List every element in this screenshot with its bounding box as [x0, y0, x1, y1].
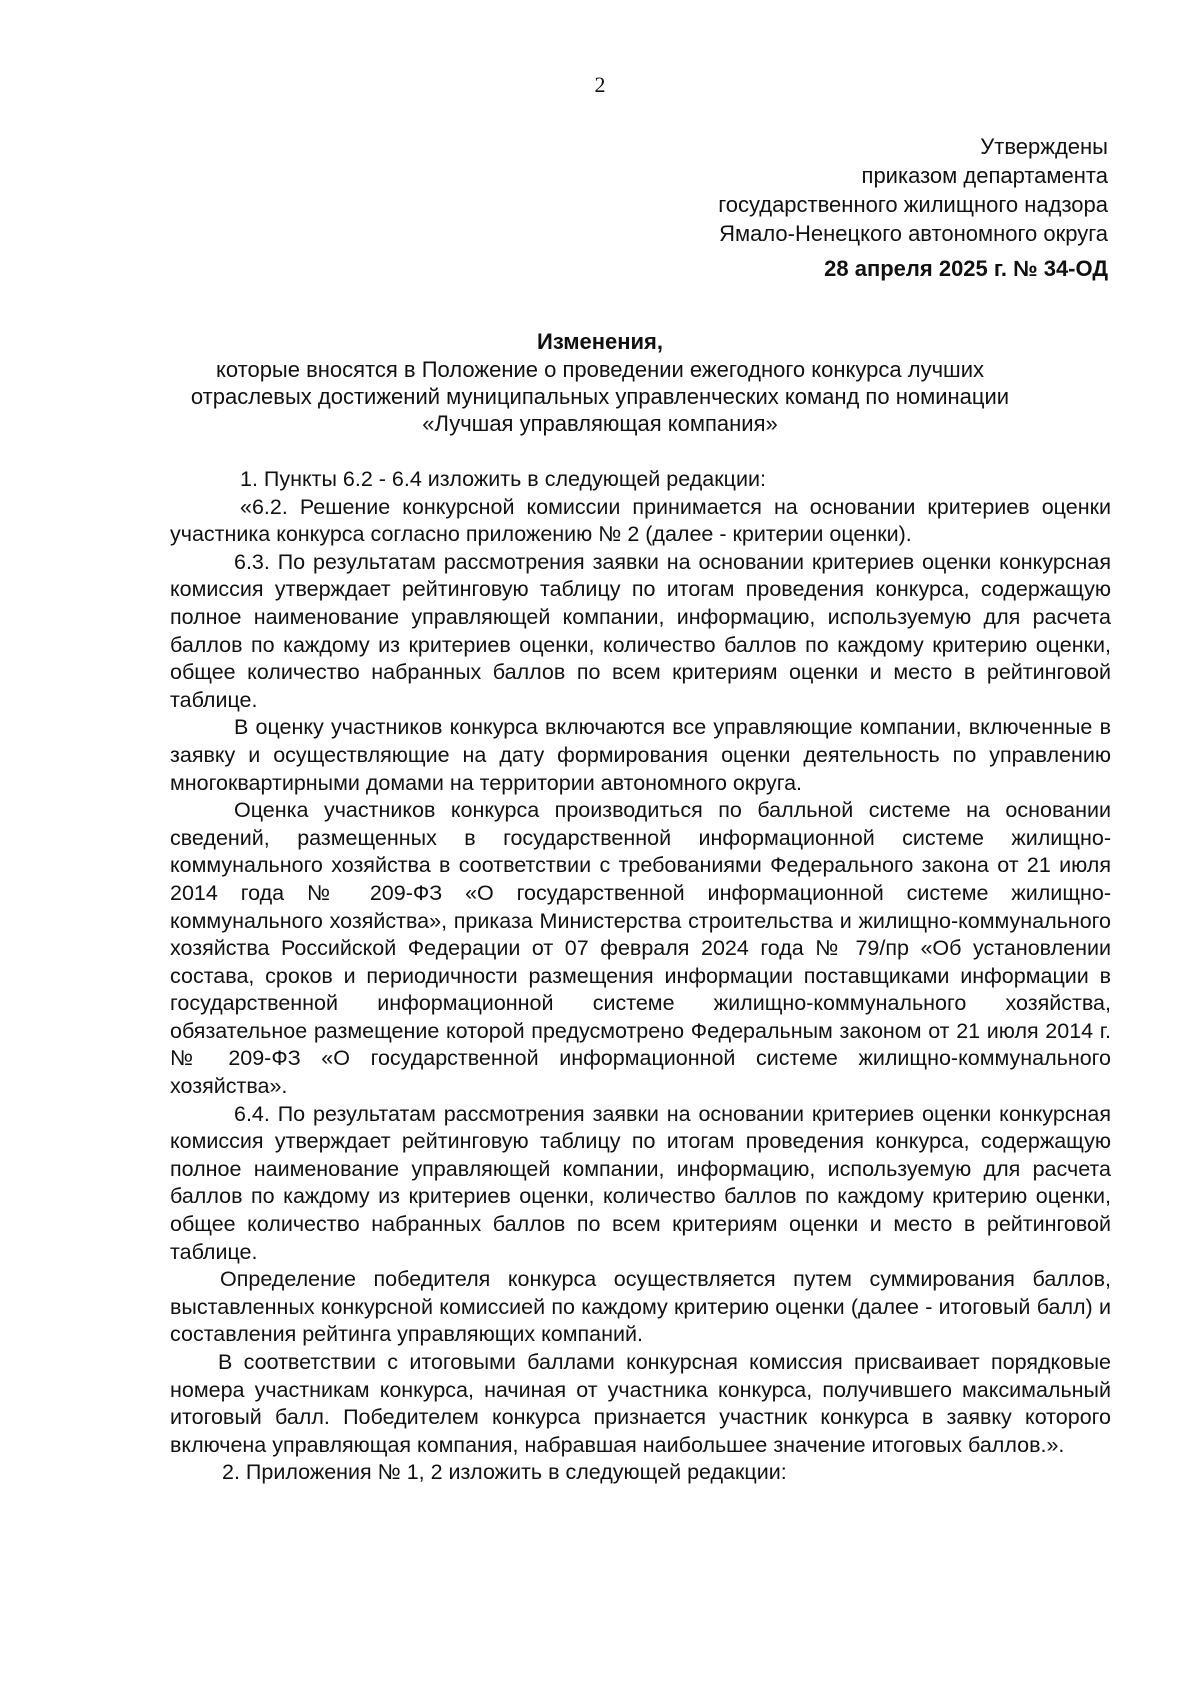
paragraph-clause-6-3: 6.3. По результатам рассмотрения заявки на основании критериев оценки конкурсная комиссия утверждает рейтинговую таблицу по итогам проведения конкурса, содержащую полное наименование управляющей компании, информацию, используемую для расчета баллов по каждому из критериев оценки, количество баллов по каждому критерию оценки, общее количество набранных баллов по всем критериям оценки и место в рейтинговой таблице. [170, 549, 1111, 712]
paragraph-assessment-method: Оценка участников конкурса производиться по балльной системе на основании сведений, размещенных в государственной информационной системе жилищно-коммунального хозяйства в соответствии с требованиями Федерального закона от 21 июля 2014 года № 209-ФЗ «О государственной информационной системе жилищно-коммунального хозяйства», приказа Министерства строительства и жилищно-коммунального хозяйства Российской Федерации от 07 февраля 2024 года № 79/пр «Об установлении состава, сроков и периодичности размещения информации поставщиками информации в государственной информационной системе жилищно-коммунального хозяйства, обязательное размещение которой предусмотрено Федеральным законом от 21 июля 2014 г. № 209-ФЗ «О государственной информационной системе жилищно-коммунального хозяйства». [170, 798, 1111, 1099]
paragraph-ranking: В соответствии с итоговыми баллами конкурсная комиссия присваивает порядковые номера участникам конкурса, начиная от участника конкурса, получившего максимальный итоговый балл. Победителем конкурса признается участник конкурса в заявку которого включена управляющая компания, набравшая наибольшее значение итоговых баллов.». [170, 1350, 1111, 1457]
paragraph-clause-6-4: 6.4. По результатам рассмотрения заявки на основании критериев оценки конкурсная комиссия утверждает рейтинговую таблицу по итогам проведения конкурса, содержащую полное наименование управляющей компании, информацию, используемую для расчета баллов по каждому из критериев оценки, количество баллов по каждому критерию оценки, общее количество набранных баллов по всем критериям оценки и место в рейтинговой таблице. [170, 1101, 1111, 1264]
title-subtitle-line: «Лучшая управляющая компания» [422, 411, 778, 436]
title-subtitle-line: отраслевых достижений муниципальных управленческих команд по номинации [190, 384, 1010, 409]
approval-line: приказом департамента [861, 163, 1108, 188]
paragraph-item-2: 2. Приложения № 1, 2 изложить в следующей редакции: [222, 1460, 787, 1485]
approval-date: 28 апреля 2025 г. № 34-ОД [824, 256, 1108, 281]
paragraph-assessment-scope: В оценку участников конкурса включаются все управляющие компании, включенные в заявку и осуществляющие на дату формирования оценки деятельность по управлению многоквартирными домами на территории автономного округа. [170, 715, 1111, 795]
title-subtitle-line: которые вносятся в Положение о проведении ежегодного конкурса лучших [216, 357, 984, 382]
paragraph-clause-6-2: «6.2. Решение конкурсной комиссии принимается на основании критериев оценки участника конкурса согласно приложению № 2 (далее - критерии оценки). [170, 494, 1111, 547]
paragraph-item-1: 1. Пункты 6.2 - 6.4 изложить в следующей редакции: [240, 467, 766, 491]
title-heading: Изменения, [537, 329, 663, 354]
document-body [170, 466, 1111, 1487]
approval-line: Ямало-Ненецкого автономного округа [719, 221, 1108, 246]
approval-block [718, 132, 1108, 283]
page-number: 2 [594, 72, 606, 97]
paragraph-winner-determination: Определение победителя конкурса осуществляется путем суммирования баллов, выставленных конкурсной комиссией по каждому критерию оценки (далее - итоговый балл) и составления рейтинга управляющих компаний. [170, 1267, 1111, 1347]
approval-line: государственного жилищного надзора [718, 192, 1108, 217]
approval-line: Утверждены [980, 134, 1108, 159]
document-title [150, 328, 1050, 437]
